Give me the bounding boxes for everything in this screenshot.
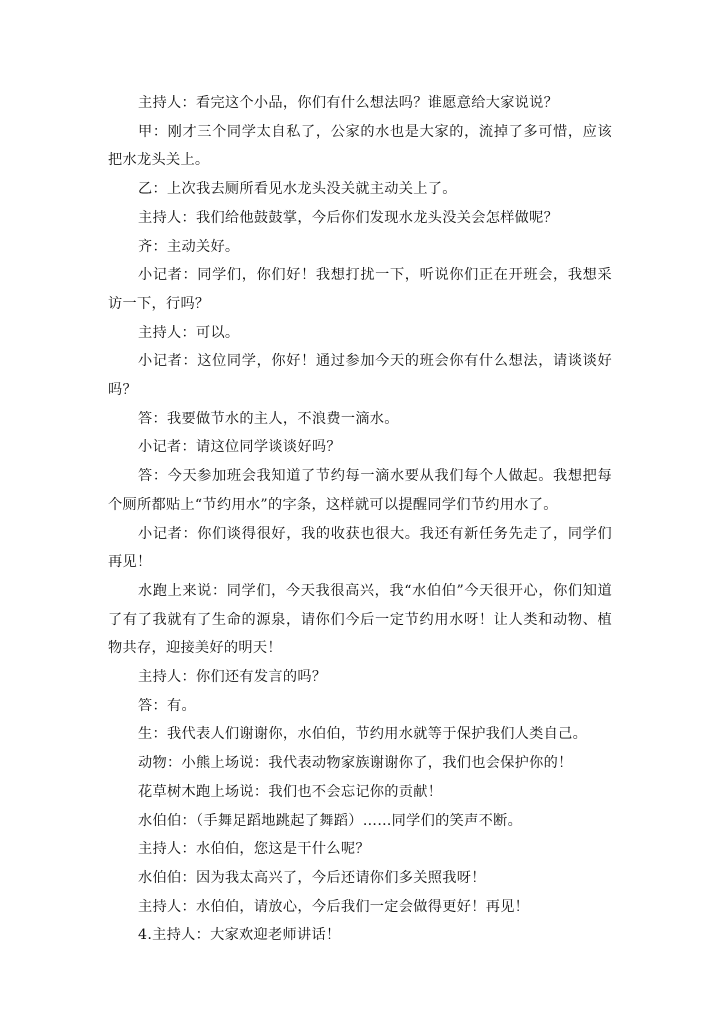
paragraph: 主持人：我们给他鼓鼓掌，今后你们发现水龙头没关会怎样做呢？ — [138, 209, 559, 226]
paragraph: 小记者：请这位同学谈谈好吗？ — [138, 439, 341, 456]
paragraph: 生：我代表人们谢谢你，水伯伯，节约用水就等于保护我们人类自己。 — [138, 726, 588, 743]
paragraph: 主持人：水伯伯，您这是干什么呢？ — [138, 841, 370, 858]
paragraph: 水跑上来说：同学们，今天我很高兴，我“水伯伯”今天很开心，你们知道了有了我就有了生命的源泉，请你们今后一定节约用水呀！让人类和动物、植物共存，迎接美好的明天！ — [108, 582, 612, 657]
paragraph: 小记者：这位同学，你好！通过参加今天的班会你有什么想法，请谈谈好吗？ — [108, 353, 612, 399]
paragraph: 4.主持人：大家欢迎老师讲话！ — [138, 927, 341, 944]
document-page — [108, 89, 612, 950]
paragraph: 动物：小熊上场说：我代表动物家族谢谢你了，我们也会保护你的！ — [138, 755, 573, 772]
paragraph: 答：今天参加班会我知道了节约每一滴水要从我们每个人做起。我想把每个厕所都贴上“节约用水”的字条，这样就可以提醒同学们节约用水了。 — [108, 468, 612, 513]
paragraph: 水伯伯：因为我太高兴了，今后还请你们多关照我呀！ — [138, 869, 486, 886]
paragraph: 甲：刚才三个同学太自私了，公家的水也是大家的，流掉了多可惜，应该把水龙头关上。 — [108, 123, 612, 169]
paragraph: 小记者：你们谈得很好，我的收获也很大。我还有新任务先走了，同学们再见！ — [108, 525, 612, 571]
paragraph: 答：我要做节水的主人，不浪费一滴水。 — [138, 410, 399, 427]
paragraph: 主持人：水伯伯，请放心，今后我们一定会做得更好！再见！ — [138, 898, 530, 915]
paragraph: 小记者：同学们，你们好！我想打扰一下，听说你们正在开班会，我想采访一下，行吗？ — [108, 267, 612, 312]
paragraph: 水伯伯：（手舞足蹈地跳起了舞蹈）……同学们的笑声不断。 — [138, 812, 523, 829]
paragraph: 花草树木跑上场说：我们也不会忘记你的贡献！ — [138, 783, 443, 800]
paragraph: 主持人：看完这个小品，你们有什么想法吗？谁愿意给大家说说？ — [138, 95, 559, 111]
paragraph: 主持人：你们还有发言的吗？ — [138, 669, 327, 686]
paragraph: 答：有。 — [138, 697, 196, 714]
paragraph: 主持人：可以。 — [138, 324, 240, 341]
paragraph: 齐：主动关好。 — [138, 238, 240, 255]
paragraph: 乙：上次我去厕所看见水龙头没关就主动关上了。 — [138, 181, 457, 198]
